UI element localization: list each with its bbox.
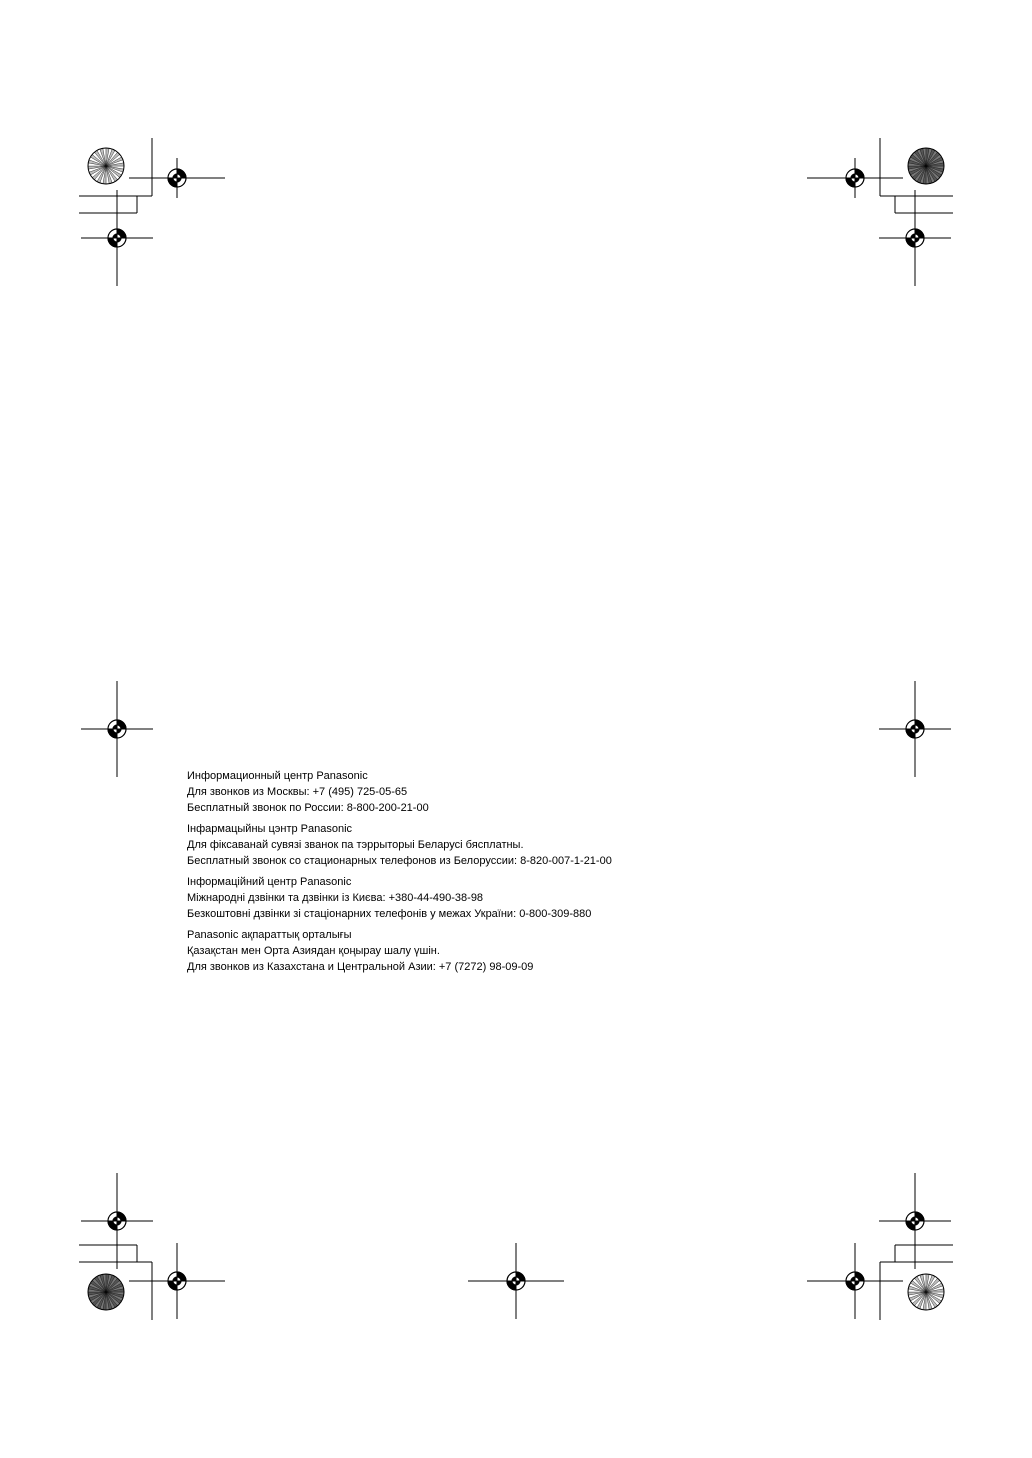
registration-crosshair-icon xyxy=(507,1272,525,1290)
color-rosette-icon xyxy=(908,1274,944,1310)
contact-group-ukraine xyxy=(187,874,827,922)
color-rosette-icon xyxy=(88,1274,124,1310)
contact-line: Қазақстан мен Орта Азиядан қоңырау шалу үшін. xyxy=(187,945,440,957)
contact-line: Міжнародні дзвінки та дзвінки із Києва: +380-44-490-38-98 xyxy=(187,892,484,904)
contact-line: Бесплатный звонок по России: 8-800-200-21-00 xyxy=(187,802,429,814)
registration-crosshair-icon xyxy=(108,1212,126,1230)
contact-line: Для звонков из Москвы: +7 (495) 725-05-65 xyxy=(187,786,408,798)
contact-line: Інформаційний центр Panasonic xyxy=(187,876,352,888)
contact-line: Інфармацыйны цэнтр Panasonic xyxy=(187,823,353,835)
registration-crosshair-icon xyxy=(108,229,126,247)
registration-crosshair-icon xyxy=(906,229,924,247)
contact-line: Бесплатный звонок со стационарных телефонов из Белоруссии: 8-820-007-1-21-00 xyxy=(187,855,612,867)
color-rosette-icon xyxy=(88,148,124,184)
contact-line: Безкоштовні дзвінки зі стаціонарних телефонів у межах України: 0-800-309-880 xyxy=(187,908,592,920)
registration-crosshair-icon xyxy=(846,1272,864,1290)
contact-group-belarus xyxy=(187,821,827,869)
contact-line: Panasonic ақпараттық орталығы xyxy=(187,929,352,941)
registration-crosshair-icon xyxy=(108,720,126,738)
registration-crosshair-icon xyxy=(906,720,924,738)
registration-crosshair-icon xyxy=(168,1272,186,1290)
registration-crosshair-icon xyxy=(168,169,186,187)
registration-crosshair-icon xyxy=(846,169,864,187)
contact-group-kazakhstan xyxy=(187,927,827,975)
registration-crosshair-icon xyxy=(906,1212,924,1230)
contact-line: Информационный центр Panasonic xyxy=(187,770,368,782)
contact-info-block xyxy=(187,768,827,980)
contact-group-russia xyxy=(187,768,827,816)
contact-line: Для звонков из Казахстана и Центральной Азии: +7 (7272) 98-09-09 xyxy=(187,961,534,973)
color-rosette-icon xyxy=(908,148,944,184)
contact-line: Для фіксаванай сувязі званок па тэррыторыі Беларусі бясплатны. xyxy=(187,839,524,851)
